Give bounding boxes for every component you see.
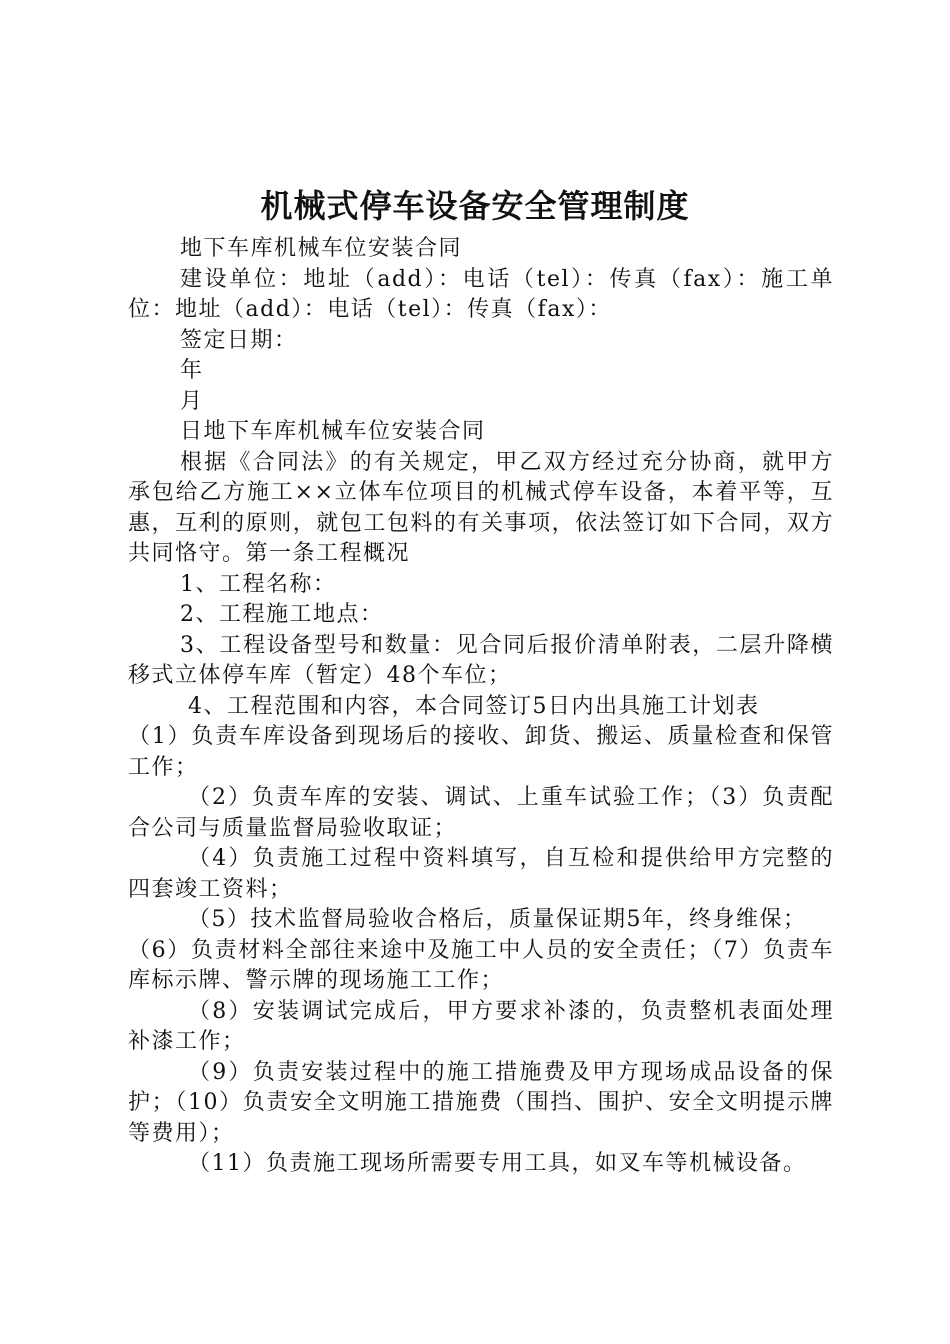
- paragraph: 签定日期：: [180, 327, 298, 353]
- paragraph: 根据《合同法》的有关规定，甲乙双方经过充分协商，就甲方承包给乙方施工××立体车位项目的机械式停车设备，本着平等，互惠，互利的原则，就包工包料的有关事项，依法签订如下合同，双方共同恪守。第一条工程概况: [128, 449, 834, 566]
- paragraph: 3、工程设备型号和数量：见合同后报价清单附表，二层升降横移式立体停车库（暂定）48个车位；: [128, 632, 834, 688]
- paragraph: 建设单位：地址（add）：电话（tel）：传真（fax）：施工单位：地址（add）：电话（tel）：传真（fax）：: [128, 266, 834, 322]
- paragraph: 地下车库机械车位安装合同: [180, 236, 463, 261]
- paragraph: 4、工程范围和内容，本合同签订5日内出具施工计划表: [188, 693, 760, 719]
- paragraph: （11）负责施工现场所需要专用工具，如叉车等机械设备。: [188, 1151, 807, 1176]
- paragraph: 月: [180, 388, 204, 414]
- paragraph: （2）负责车库的安装、调试、上重车试验工作；（3）负责配合公司与质量监督局验收取证；: [128, 785, 834, 841]
- paragraph: （4）负责施工过程中资料填写，自互检和提供给甲方完整的四套竣工资料；: [128, 846, 834, 902]
- paragraph: 日地下车库机械车位安装合同: [180, 419, 486, 444]
- document-title: 机械式停车设备安全管理制度: [260, 187, 690, 225]
- paragraph: 2、工程施工地点：: [180, 602, 384, 627]
- paragraph: （9）负责安装过程中的施工措施费及甲方现场成品设备的保护；（10）负责安全文明施工措施费（围挡、围护、安全文明提示牌等费用）；: [128, 1059, 834, 1146]
- paragraph: （6）负责材料全部往来途中及施工中人员的安全责任；（7）负责车库标示牌、警示牌的现场施工工作；: [128, 937, 834, 993]
- paragraph: （5）技术监督局验收合格后，质量保证期5年，终身维保；: [188, 907, 807, 932]
- paragraph: 年: [180, 358, 204, 383]
- paragraph: 1、工程名称：: [180, 571, 337, 597]
- document-body: [128, 234, 834, 1180]
- paragraph: （8）安装调试完成后，甲方要求补漆的，负责整机表面处理补漆工作；: [128, 998, 834, 1054]
- paragraph: （1）负责车库设备到现场后的接收、卸货、搬运、质量检查和保管工作；: [128, 724, 834, 780]
